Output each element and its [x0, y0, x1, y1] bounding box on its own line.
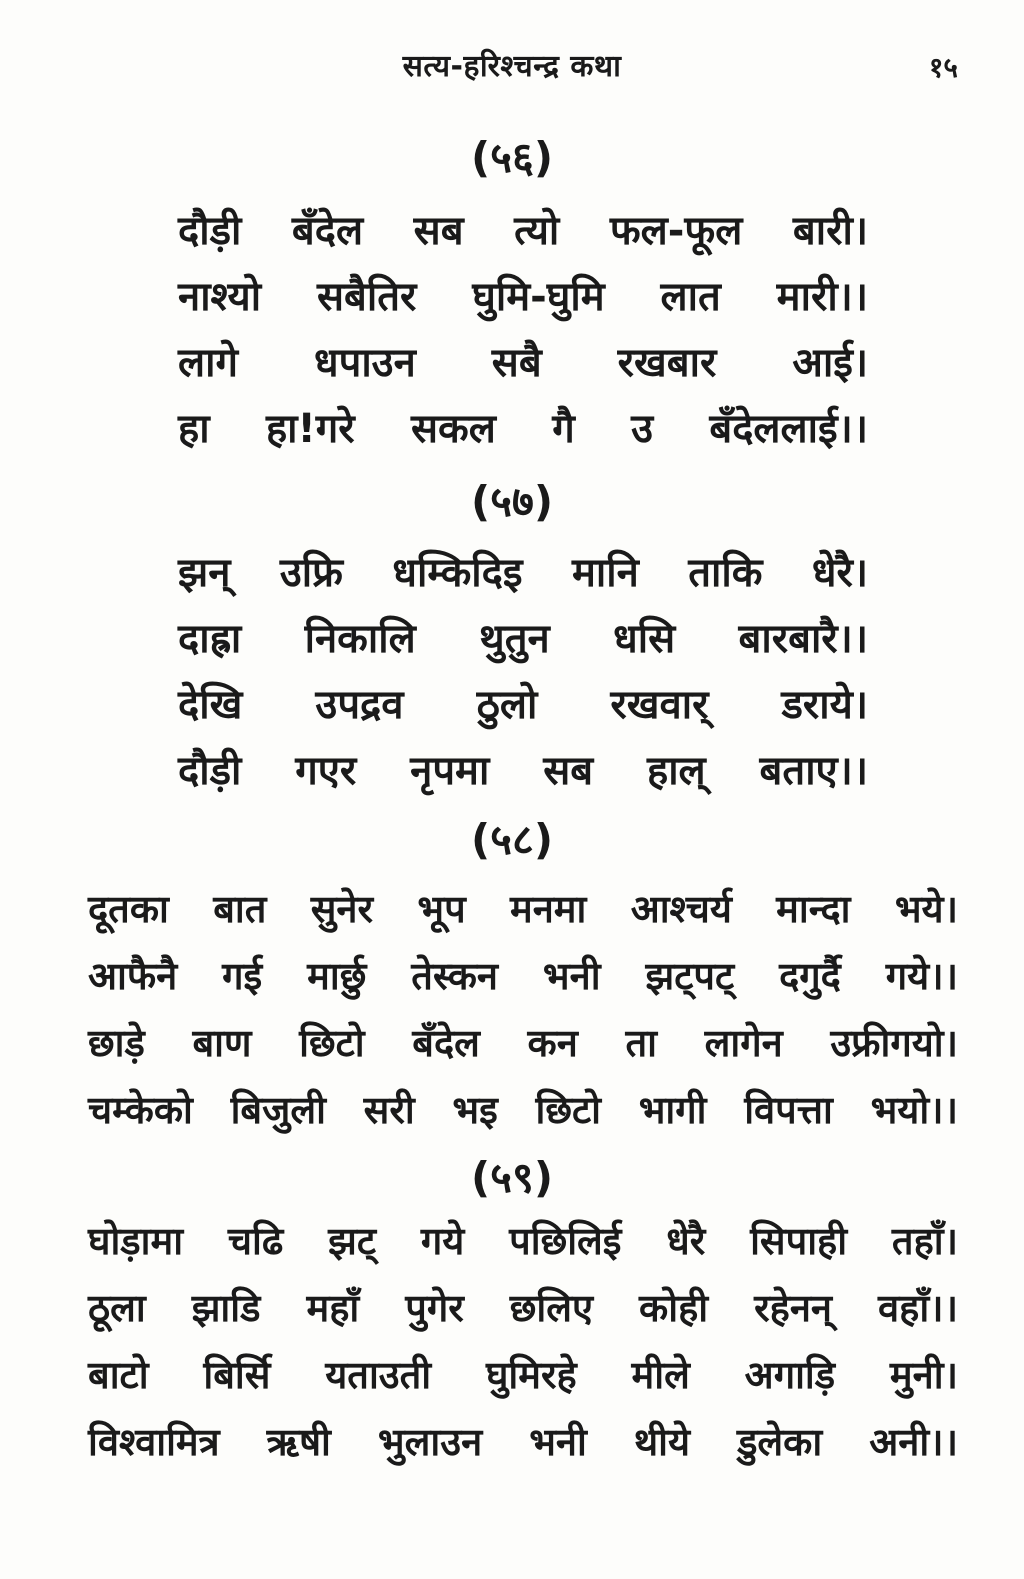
verse-line: घोड़ामा चढि झट् गये पछिलिई धेरै सिपाही तहाँ।	[88, 1219, 958, 1263]
stanza-verse	[88, 876, 958, 1144]
verse-line: झन् उफ्रि धम्किदिइ मानि ताकि धेरै।	[178, 550, 868, 596]
verse-line: ठूला झाडि महाँ पुगेर छलिए कोही रहेनन् वहाँ।।	[88, 1286, 958, 1330]
verse-line: दूतका बात सुनेर भूप मनमा आश्चर्य मान्दा भये।	[88, 887, 958, 931]
verse-line: बाटो बिर्सि यताउती घुमिरहे मीले अगाड़ि मुनी।	[88, 1353, 958, 1397]
stanza-number: (५९)	[470, 1153, 554, 1202]
verse-line: दौड़ी गएर नृपमा सब हाल् बताए।।	[178, 748, 868, 794]
verse-line: दौड़ी बँदेल सब त्यो फल-फूल बारी।	[178, 208, 868, 254]
verse-line: चम्केको बिजुली सरी भइ छिटो भागी विपत्ता भयो।।	[88, 1088, 958, 1132]
verse-line: विश्वामित्र ऋषी भुलाउन भनी थीये डुलेका अनी।।	[88, 1420, 958, 1464]
stanza-verse	[178, 540, 868, 804]
verse-line: आफैनै गई मार्छु तेस्कन भनी झट्पट् दगुर्दै गये।।	[88, 954, 958, 998]
stanza-number: (५८)	[470, 815, 554, 864]
verse-line: छाड़े बाण छिटो बँदेल कन ता लागेन उफ्रीगयो।	[88, 1021, 958, 1065]
verse-line: दाह्रा निकालि थुतुन धसि बारबारै।।	[178, 616, 868, 662]
stanza-verse	[88, 1208, 958, 1476]
page-title: सत्य-हरिश्चन्द्र कथा	[402, 49, 622, 84]
verse-line: नाश्यो सबैतिर घुमि-घुमि लात मारी।।	[178, 274, 868, 320]
stanza-verse	[178, 198, 868, 462]
verse-line: लागे धपाउन सबै रखबार आई।	[178, 340, 868, 386]
verse-line: देखि उपद्रव ठुलो रखवार् डराये।	[178, 682, 868, 728]
running-header	[0, 44, 1024, 88]
verse-line: हा हा!गरे सकल गै उ बँदेललाई।।	[178, 406, 868, 452]
stanza-number: (५६)	[470, 133, 554, 182]
page-number: १५	[928, 51, 958, 84]
stanza-number: (५७)	[470, 477, 554, 526]
